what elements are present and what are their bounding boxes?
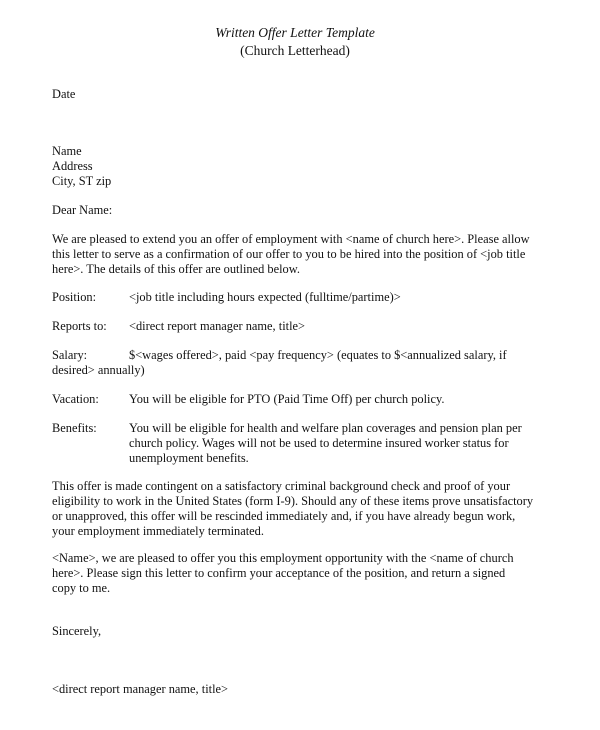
recipient-name: Name	[52, 144, 82, 158]
letter-subtitle: (Church Letterhead)	[240, 43, 350, 58]
signoff: Sincerely,	[52, 624, 102, 638]
reports-to-label: Reports to:	[52, 319, 107, 333]
closing-request-paragraph	[52, 551, 552, 596]
recipient-block	[52, 144, 552, 189]
closing-line: copy to me.	[52, 581, 111, 595]
recipient-address: Address	[52, 159, 93, 173]
contingency-line: eligibility to work in the United States (form I-9). Should any of these items prove unsatisfactory	[52, 494, 534, 508]
signature-block: <direct report manager name, title>	[52, 682, 229, 696]
benefits-line: unemployment benefits.	[129, 451, 249, 465]
contingency-line: This offer is made contingent on a satisfactory criminal background check and proof of your	[52, 479, 511, 493]
position-value: <job title including hours expected (fulltime/partime)>	[129, 290, 401, 304]
letter-title: Written Offer Letter Template	[215, 25, 375, 40]
salary-value: $<wages offered>, paid <pay frequency> (equates to $<annualized salary, if	[129, 348, 507, 362]
date-line: Date	[52, 87, 76, 101]
contingency-line: your employment immediately terminated.	[52, 524, 264, 538]
salary-continuation: desired> annually)	[52, 363, 145, 377]
intro-line: here>. The details of this offer are outlined below.	[52, 262, 300, 276]
salary-label: Salary:	[52, 348, 88, 362]
benefits-value	[129, 421, 522, 466]
intro-line: this letter to serve as a confirmation of our offer to you to be hired into the position of <job title	[52, 247, 526, 261]
benefits-line: church policy. Wages will not be used to determine insured worker status for	[129, 436, 509, 450]
intro-line: We are pleased to extend you an offer of employment with <name of church here>. Please allow	[52, 232, 530, 246]
position-label: Position:	[52, 290, 97, 304]
recipient-city: City, ST zip	[52, 174, 112, 188]
vacation-value: You will be eligible for PTO (Paid Time Off) per church policy.	[129, 392, 445, 406]
closing-line: here>. Please sign this letter to confirm your acceptance of the position, and return a signed	[52, 566, 506, 580]
contingency-paragraph	[52, 479, 552, 539]
contingency-line: or unapproved, this offer will be rescinded immediately and, if you have already begun work,	[52, 509, 516, 523]
reports-to-value: <direct report manager name, title>	[129, 319, 306, 333]
intro-paragraph	[52, 232, 552, 277]
closing-line: <Name>, we are pleased to offer you this employment opportunity with the <name of church	[52, 551, 514, 565]
benefits-line: You will be eligible for health and welfare plan coverages and pension plan per	[129, 421, 522, 435]
vacation-label: Vacation:	[52, 392, 99, 406]
salutation: Dear Name:	[52, 203, 113, 217]
benefits-label: Benefits:	[52, 421, 97, 435]
